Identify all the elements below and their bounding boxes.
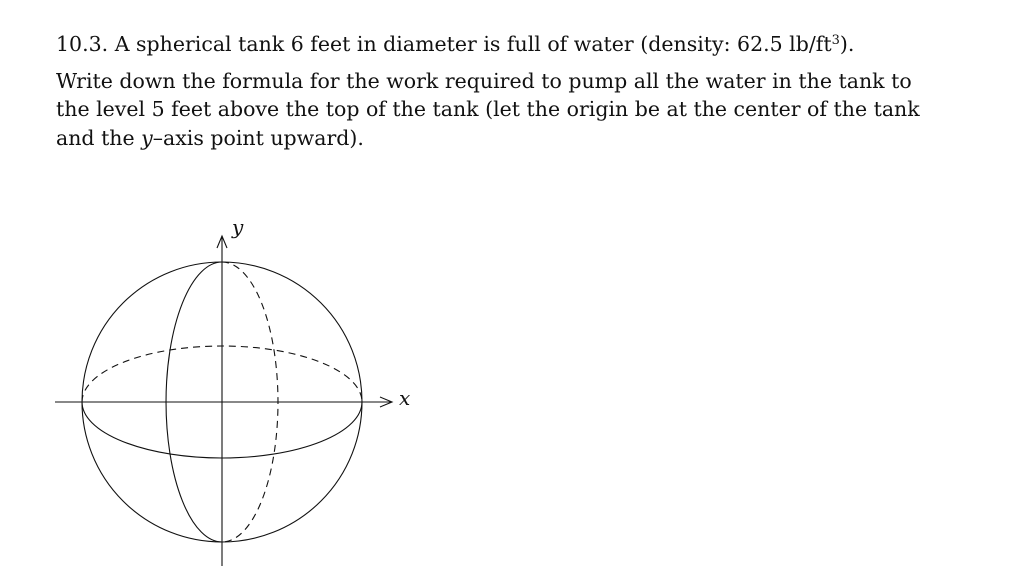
density-exponent: 3 <box>831 33 840 48</box>
question-axis-variable: y <box>141 125 153 150</box>
problem-statement-prefix: A spherical tank 6 feet in diameter is full of water (density: 62.5 lb/ft <box>114 32 832 56</box>
question-part-1: Write down the formula for the work required to pump all the water in the tank to the level 5 feet above the top of the tank (let the origin be at the center of the tank and the <box>56 68 920 150</box>
y-axis-label: y <box>232 215 244 239</box>
x-axis-label: x <box>399 386 411 410</box>
problem-statement-suffix: ). <box>839 32 855 56</box>
question-part-2: –axis point upward). <box>152 125 364 150</box>
problem-number: 10.3. <box>56 32 109 56</box>
